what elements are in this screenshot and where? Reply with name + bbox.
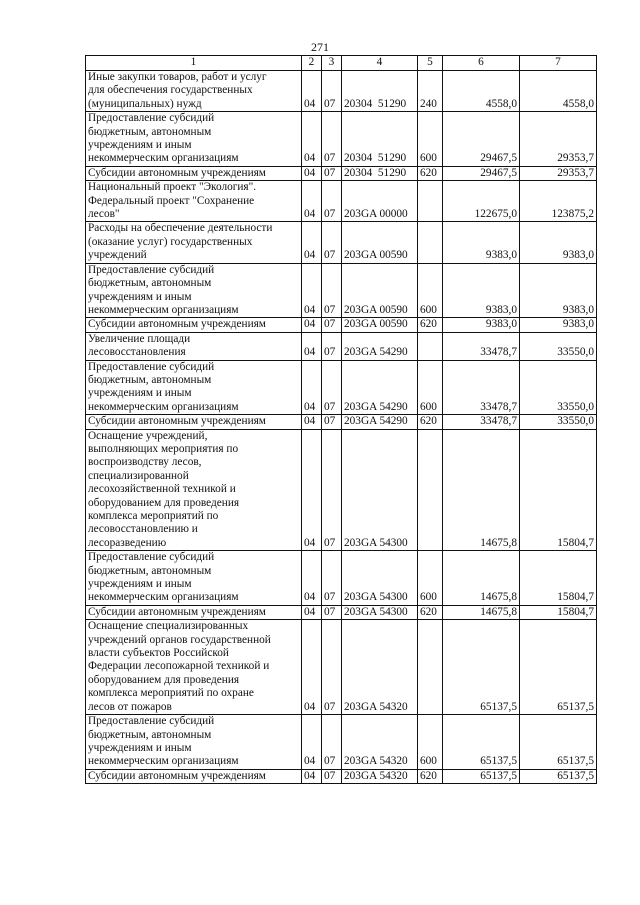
target-article-cell: 203GA 00590 xyxy=(342,318,418,332)
table-row xyxy=(86,112,597,167)
column-header: 6 xyxy=(443,56,520,71)
section-cell: 04 xyxy=(302,715,322,770)
expense-type-cell: 620 xyxy=(418,769,443,783)
amount-year1-cell: 33478,7 xyxy=(443,415,520,429)
subsection-cell: 07 xyxy=(322,415,342,429)
amount-year1-cell: 14675,8 xyxy=(443,551,520,606)
section-cell: 04 xyxy=(302,360,322,415)
expense-type-cell: 620 xyxy=(418,318,443,332)
target-article-cell: 203GA 00590 xyxy=(342,263,418,318)
subsection-cell: 07 xyxy=(322,166,342,180)
table-body xyxy=(86,71,597,784)
target-article-cell: 203GA 54300 xyxy=(342,551,418,606)
amount-year1-cell: 4558,0 xyxy=(443,71,520,112)
table-row xyxy=(86,166,597,180)
amount-year2-cell: 123875,2 xyxy=(520,181,597,222)
amount-year2-cell: 9383,0 xyxy=(520,222,597,263)
table-row xyxy=(86,263,597,318)
amount-year2-cell: 9383,0 xyxy=(520,263,597,318)
section-cell: 04 xyxy=(302,318,322,332)
section-cell: 04 xyxy=(302,551,322,606)
subsection-cell: 07 xyxy=(322,605,342,619)
target-article-cell: 203GA 54290 xyxy=(342,415,418,429)
amount-year1-cell: 122675,0 xyxy=(443,181,520,222)
amount-year2-cell: 29353,7 xyxy=(520,112,597,167)
expense-type-cell: 600 xyxy=(418,112,443,167)
column-header: 1 xyxy=(86,56,302,71)
target-article-cell: 203GA 54290 xyxy=(342,360,418,415)
expense-type-cell xyxy=(418,222,443,263)
target-article-cell: 203GA 54320 xyxy=(342,715,418,770)
amount-year2-cell: 4558,0 xyxy=(520,71,597,112)
expense-type-cell: 620 xyxy=(418,415,443,429)
table-row xyxy=(86,71,597,112)
section-cell: 04 xyxy=(302,605,322,619)
section-cell: 04 xyxy=(302,620,322,715)
amount-year2-cell: 15804,7 xyxy=(520,605,597,619)
table-row xyxy=(86,551,597,606)
amount-year1-cell: 29467,5 xyxy=(443,166,520,180)
section-cell: 04 xyxy=(302,222,322,263)
amount-year1-cell: 14675,8 xyxy=(443,605,520,619)
table-row xyxy=(86,620,597,715)
section-cell: 04 xyxy=(302,71,322,112)
section-cell: 04 xyxy=(302,429,322,551)
table-row xyxy=(86,415,597,429)
expense-type-cell: 620 xyxy=(418,166,443,180)
table-row xyxy=(86,181,597,222)
item-name-cell: Субсидии автономным учреждениям xyxy=(86,605,302,619)
target-article-cell: 203GA 54300 xyxy=(342,605,418,619)
target-article-cell: 203GA 54320 xyxy=(342,620,418,715)
expense-type-cell: 620 xyxy=(418,605,443,619)
target-article-cell: 20304 51290 xyxy=(342,112,418,167)
column-header: 3 xyxy=(322,56,342,71)
item-name-cell: Предоставление субсидий бюджетным, автономным учреждениям и иным некоммерческим организациям xyxy=(86,551,302,606)
item-name-cell: Оснащение специализированных учреждений органов государственной власти субъектов Российской Федерации лесопожарной техникой и оборудованием для проведения комплекса мероприятий по охране лесов от пожаров xyxy=(86,620,302,715)
amount-year2-cell: 33550,0 xyxy=(520,415,597,429)
amount-year1-cell: 29467,5 xyxy=(443,112,520,167)
target-article-cell: 203GA 00000 xyxy=(342,181,418,222)
section-cell: 04 xyxy=(302,112,322,167)
expense-type-cell xyxy=(418,620,443,715)
amount-year2-cell: 29353,7 xyxy=(520,166,597,180)
subsection-cell: 07 xyxy=(322,318,342,332)
expense-type-cell: 240 xyxy=(418,71,443,112)
amount-year2-cell: 65137,5 xyxy=(520,620,597,715)
target-article-cell: 203GA 54320 xyxy=(342,769,418,783)
subsection-cell: 07 xyxy=(322,429,342,551)
section-cell: 04 xyxy=(302,332,322,360)
item-name-cell: Субсидии автономным учреждениям xyxy=(86,318,302,332)
amount-year2-cell: 9383,0 xyxy=(520,318,597,332)
table-row xyxy=(86,332,597,360)
subsection-cell: 07 xyxy=(322,112,342,167)
amount-year1-cell: 9383,0 xyxy=(443,263,520,318)
amount-year1-cell: 65137,5 xyxy=(443,715,520,770)
item-name-cell: Оснащение учреждений, выполняющих мероприятия по воспроизводству лесов, специализированной лесохозяйственной техникой и оборудованием для проведения комплекса мероприятий по лесовосстановлению и лесоразведению xyxy=(86,429,302,551)
amount-year2-cell: 15804,7 xyxy=(520,429,597,551)
amount-year1-cell: 14675,8 xyxy=(443,429,520,551)
expense-type-cell: 600 xyxy=(418,263,443,318)
table-row xyxy=(86,605,597,619)
subsection-cell: 07 xyxy=(322,263,342,318)
item-name-cell: Расходы на обеспечение деятельности (оказание услуг) государственных учреждений xyxy=(86,222,302,263)
table-row xyxy=(86,318,597,332)
item-name-cell: Национальный проект "Экология". Федеральный проект "Сохранение лесов" xyxy=(86,181,302,222)
amount-year1-cell: 9383,0 xyxy=(443,318,520,332)
amount-year1-cell: 65137,5 xyxy=(443,620,520,715)
amount-year2-cell: 15804,7 xyxy=(520,551,597,606)
page-number: 271 xyxy=(311,40,329,54)
item-name-cell: Предоставление субсидий бюджетным, автономным учреждениям и иным некоммерческим организациям xyxy=(86,112,302,167)
subsection-cell: 07 xyxy=(322,222,342,263)
column-header: 7 xyxy=(520,56,597,71)
item-name-cell: Увеличение площади лесовосстановления xyxy=(86,332,302,360)
column-header: 4 xyxy=(342,56,418,71)
amount-year1-cell: 9383,0 xyxy=(443,222,520,263)
item-name-cell: Субсидии автономным учреждениям xyxy=(86,166,302,180)
column-header: 5 xyxy=(418,56,443,71)
table-row xyxy=(86,360,597,415)
target-article-cell: 203GA 54300 xyxy=(342,429,418,551)
expense-type-cell: 600 xyxy=(418,360,443,415)
budget-table xyxy=(85,55,597,784)
expense-type-cell: 600 xyxy=(418,715,443,770)
expense-type-cell xyxy=(418,332,443,360)
section-cell: 04 xyxy=(302,166,322,180)
target-article-cell: 20304 51290 xyxy=(342,166,418,180)
subsection-cell: 07 xyxy=(322,181,342,222)
amount-year1-cell: 65137,5 xyxy=(443,769,520,783)
table-row xyxy=(86,715,597,770)
subsection-cell: 07 xyxy=(322,332,342,360)
table-row xyxy=(86,769,597,783)
header-row xyxy=(86,56,597,71)
item-name-cell: Предоставление субсидий бюджетным, автономным учреждениям и иным некоммерческим организациям xyxy=(86,263,302,318)
expense-type-cell xyxy=(418,429,443,551)
item-name-cell: Иные закупки товаров, работ и услуг для обеспечения государственных (муниципальных) нужд xyxy=(86,71,302,112)
subsection-cell: 07 xyxy=(322,769,342,783)
item-name-cell: Предоставление субсидий бюджетным, автономным учреждениям и иным некоммерческим организациям xyxy=(86,715,302,770)
subsection-cell: 07 xyxy=(322,551,342,606)
amount-year2-cell: 65137,5 xyxy=(520,769,597,783)
target-article-cell: 203GA 54290 xyxy=(342,332,418,360)
subsection-cell: 07 xyxy=(322,620,342,715)
amount-year2-cell: 33550,0 xyxy=(520,332,597,360)
item-name-cell: Предоставление субсидий бюджетным, автономным учреждениям и иным некоммерческим организациям xyxy=(86,360,302,415)
item-name-cell: Субсидии автономным учреждениям xyxy=(86,415,302,429)
amount-year2-cell: 33550,0 xyxy=(520,360,597,415)
subsection-cell: 07 xyxy=(322,360,342,415)
table-row xyxy=(86,429,597,551)
expense-type-cell xyxy=(418,181,443,222)
section-cell: 04 xyxy=(302,415,322,429)
amount-year2-cell: 65137,5 xyxy=(520,715,597,770)
section-cell: 04 xyxy=(302,181,322,222)
section-cell: 04 xyxy=(302,263,322,318)
table-row xyxy=(86,222,597,263)
item-name-cell: Субсидии автономным учреждениям xyxy=(86,769,302,783)
amount-year1-cell: 33478,7 xyxy=(443,332,520,360)
amount-year1-cell: 33478,7 xyxy=(443,360,520,415)
target-article-cell: 20304 51290 xyxy=(342,71,418,112)
subsection-cell: 07 xyxy=(322,715,342,770)
target-article-cell: 203GA 00590 xyxy=(342,222,418,263)
subsection-cell: 07 xyxy=(322,71,342,112)
column-header: 2 xyxy=(302,56,322,71)
section-cell: 04 xyxy=(302,769,322,783)
expense-type-cell: 600 xyxy=(418,551,443,606)
